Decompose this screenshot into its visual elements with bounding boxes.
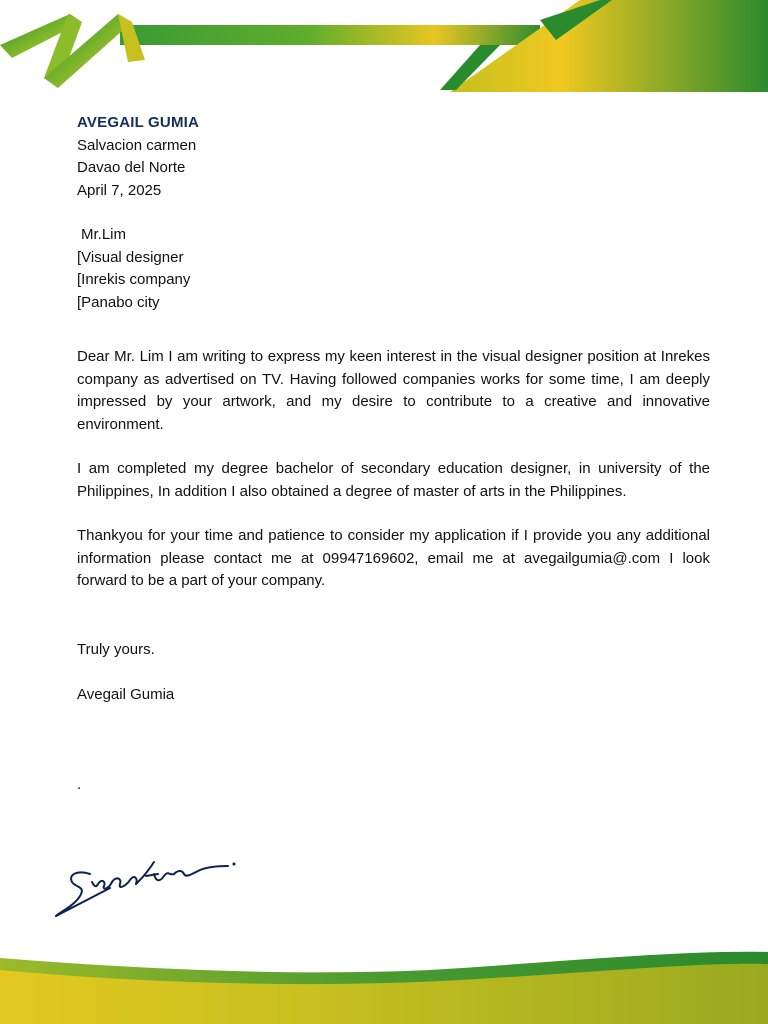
letter-date: April 7, 2025 bbox=[77, 181, 162, 199]
handwritten-signature bbox=[50, 852, 250, 922]
recipient-company: [Inrekis company bbox=[77, 271, 191, 288]
header-ribbon-decoration bbox=[0, 0, 768, 100]
body-paragraph-1: Dear Mr. Lim I am writing to express my keen interest in the visual designer position at Inrekes company as advertised on TV. Having followed companies works for some time, I am deeply impressed by your artwork, and my desire to contribute to a creative and innovative environment. bbox=[77, 348, 710, 433]
recipient-title: [Visual designer bbox=[77, 248, 184, 266]
footer-wave-decoration bbox=[0, 940, 768, 1024]
header-band bbox=[120, 25, 540, 45]
stray-dot: . bbox=[77, 776, 82, 793]
recipient-name: Mr.Lim bbox=[81, 226, 126, 243]
recipient-block bbox=[77, 224, 710, 314]
letter-body bbox=[77, 346, 710, 615]
sender-address-line1: Salvacion carmen bbox=[77, 136, 197, 154]
body-paragraph-2: I am completed my degree bachelor of secondary education designer, in university of the Philippines, In addition I also obtained a degree of master of arts in the Philippines. bbox=[77, 460, 710, 500]
sender-address-line2: Davao del Norte bbox=[77, 159, 186, 176]
signed-name: Avegail Gumia bbox=[77, 686, 175, 703]
recipient-city: [Panabo city bbox=[77, 293, 160, 311]
sender-name: AVEGAIL GUMIA bbox=[77, 114, 200, 131]
body-paragraph-3: Thankyou for your time and patience to consider my application if I provide you any additional information please contact me at 09947169602, email me at avegailgumia@.com I look forward to be a part of your company. bbox=[77, 527, 710, 589]
closing-line: Truly yours. bbox=[77, 641, 155, 658]
sender-block bbox=[77, 112, 710, 202]
